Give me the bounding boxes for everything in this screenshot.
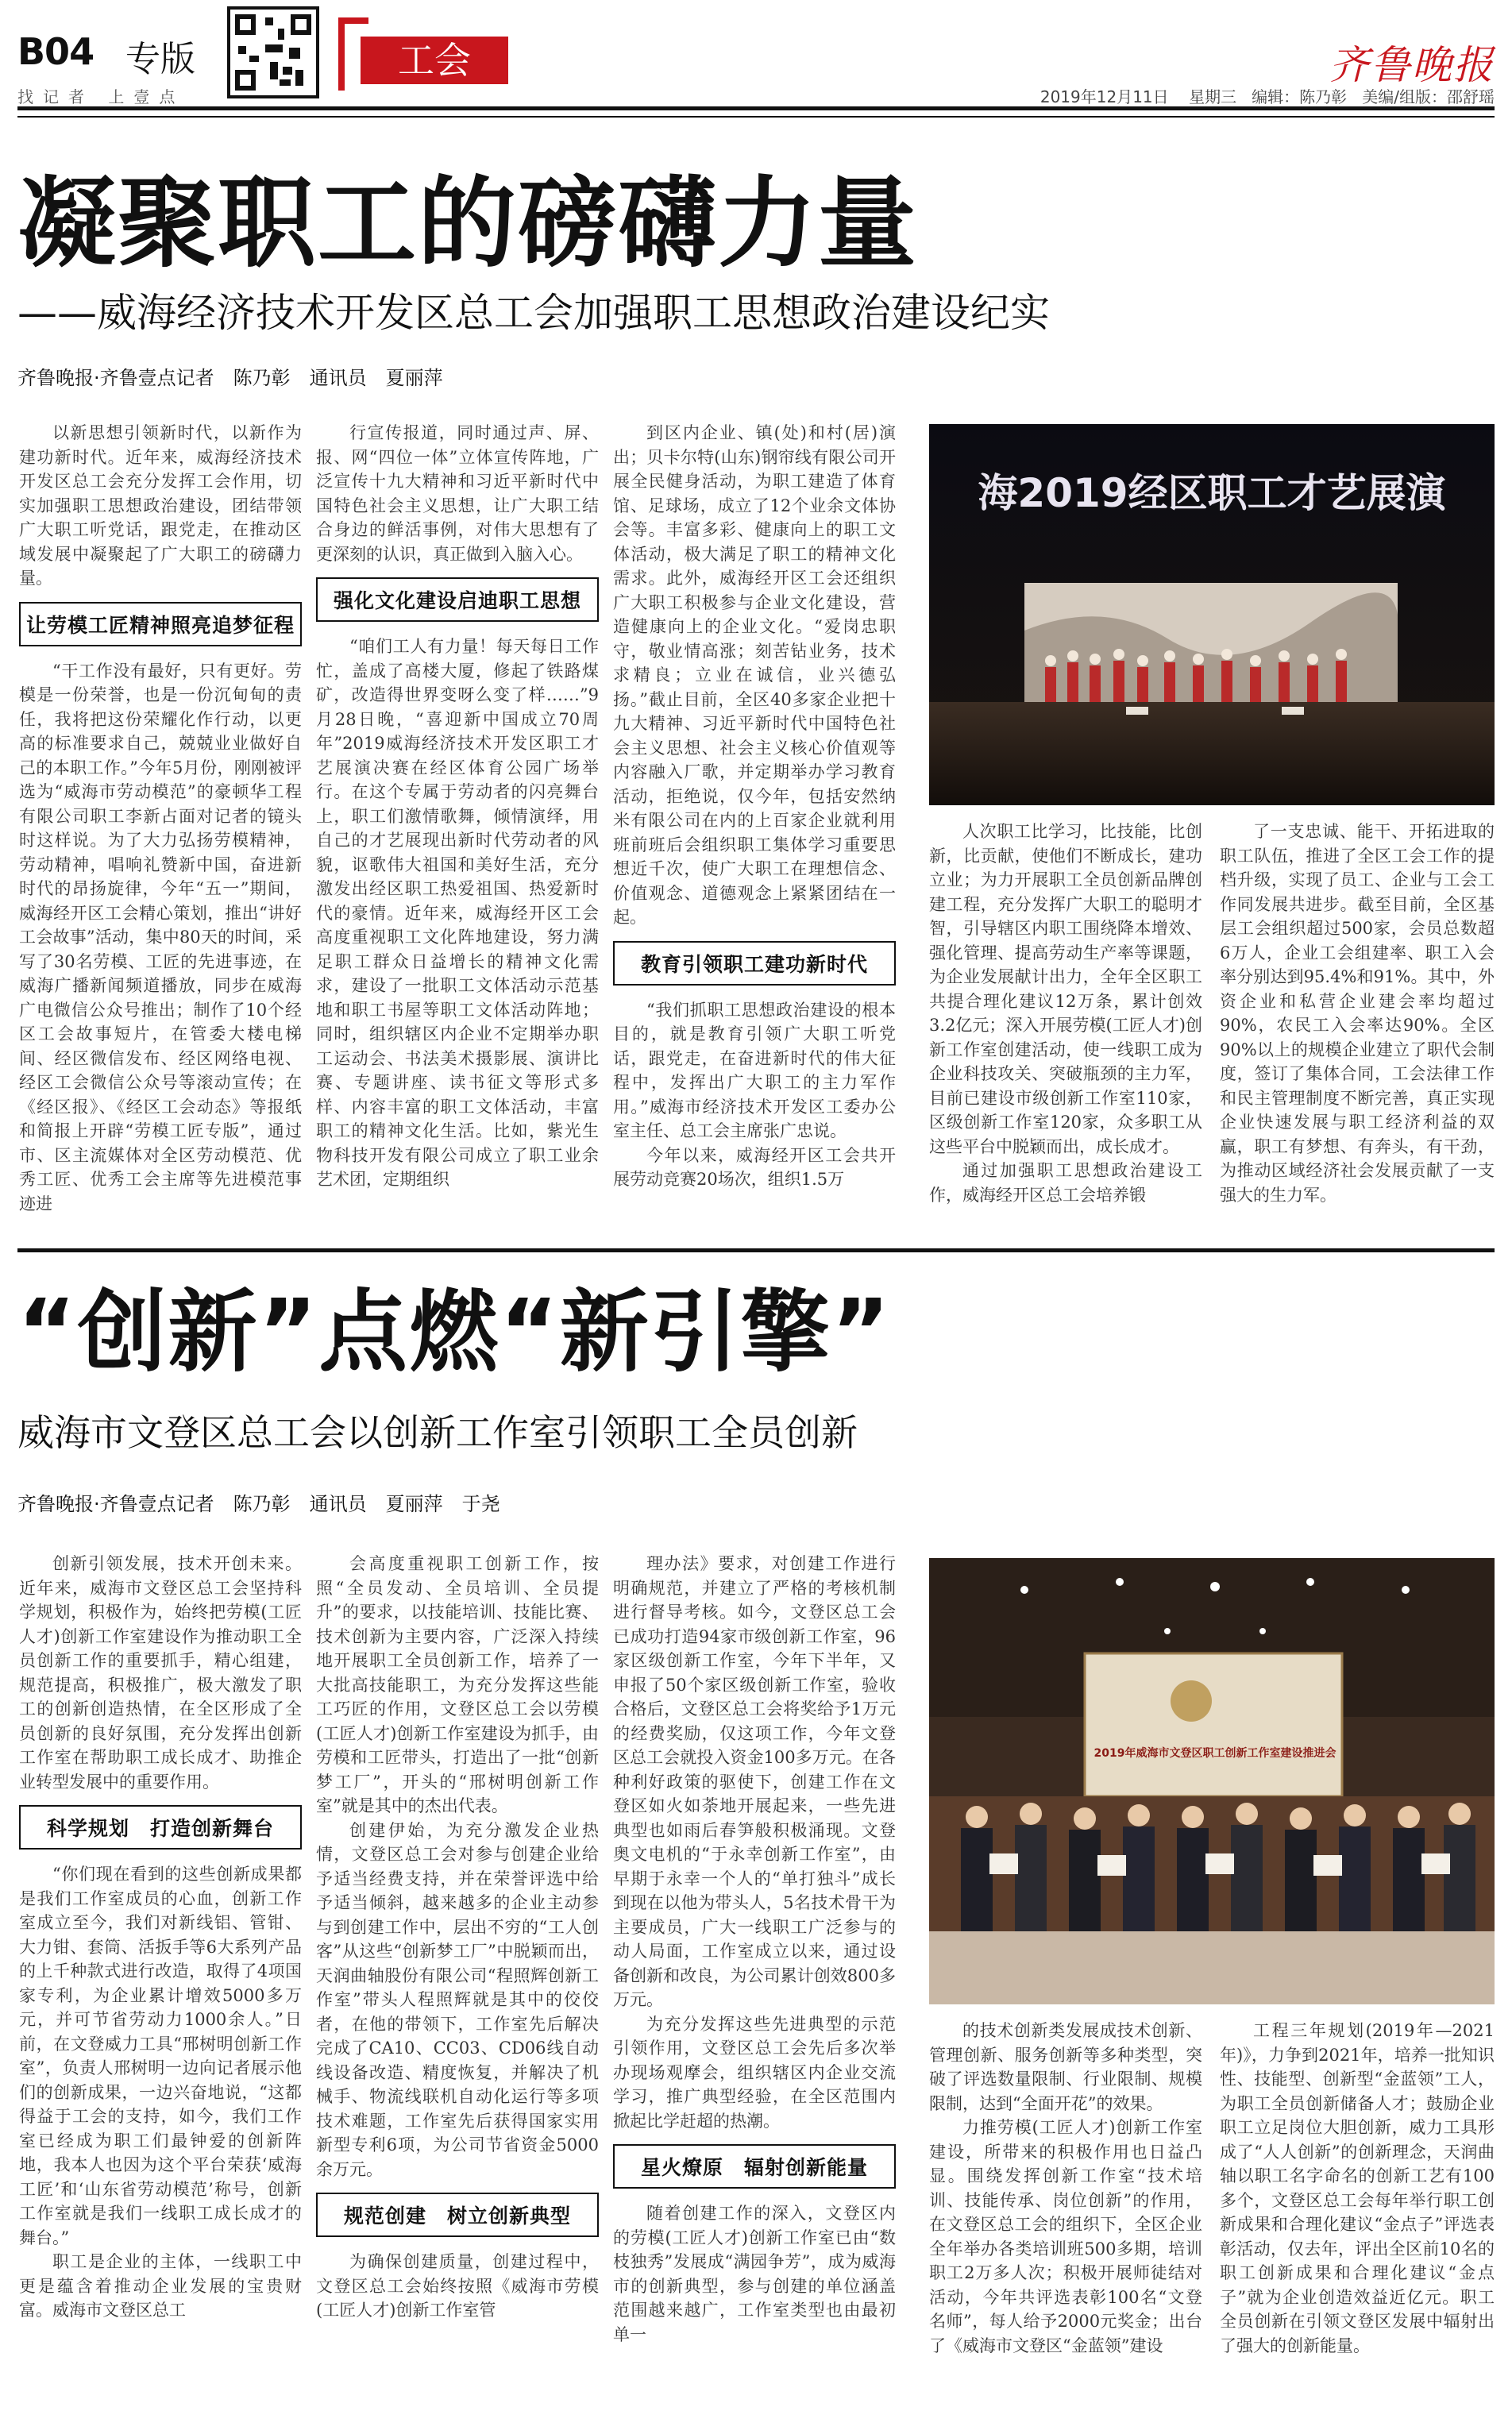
designer-credit: 美编/组版：邵舒瑶 — [1362, 87, 1495, 106]
section-heading: 强化文化建设启迪职工思想 — [316, 577, 599, 622]
newspaper-logo: 齐鲁晚报 — [1329, 42, 1495, 88]
paragraph: 为充分发挥这些先进典型的示范引领作用，文登区总工会先后多次举办现场观摩会，组织辖区内企业交流学习，推广典型经验，在全区范围内掀起比学赶超的热潮。 — [613, 2014, 896, 2131]
screen-caption: 2019年威海市文登区职工创新工作室建设推进会 — [1094, 1747, 1336, 1760]
paragraph: 行宣传报道，同时通过声、屏、报、网“四位一体”立体宣传阵地，广泛宣传十九大精神和习近平新时代中国特色社会主义思想，让广大职工结合身边的鲜活事例，对伟大思想有了更深刻的认识，真正做到入脑入心。 — [316, 423, 599, 564]
award-ceremony-photo — [929, 1558, 1495, 2004]
section-heading: 规范创建 树立创新典型 — [316, 2193, 599, 2237]
story2-column-5 — [1220, 2019, 1495, 2425]
section-label: 工会 — [361, 37, 508, 84]
section-heading: 教育引领职工建功新时代 — [613, 941, 896, 986]
story-separator — [17, 1248, 1495, 1252]
paragraph: “干工作没有最好，只有更好。劳模是一份荣誉，也是一份沉甸甸的责任，我将把这份荣耀化作行动，以更高的标准要求自己，兢兢业业做好自己的本职工作。”今年5月份，刚刚被评选为“威海市劳动模范”的豪顿华工程有限公司职工李新占面对记者的镜头时这样说。为了大力弘扬劳模精神，劳动精神，唱响礼赞新中国，奋进新时代的昂扬旋律，今年“五一”期间，威海经开区工会精心策划，推出“讲好工会故事”活动，集中80天的时间，采写了30名劳模、工匠的先进事迹，在威海广播新闻频道播放，同步在威海广电微信公众号推出；制作了10个经区工会故事短片，在管委大楼电梯间、经区微信发布、经区网络电视、经区工会微信公众号等滚动宣传；在《经区报》、《经区工会动态》等报纸和简报上开辟“劳模工匠专版”，通过市、区主流媒体对全区劳动模范、优秀工匠、优秀工会主席等先进模范事迹进 — [19, 661, 302, 1213]
story2-subhead: 威海市文登区总工会以创新工作室引领职工全员创新 — [17, 1411, 858, 1454]
section-tab — [338, 17, 508, 91]
story1-column-5 — [1220, 820, 1495, 1217]
page-number: B04 — [17, 30, 94, 73]
paragraph: “你们现在看到的这些创新成果都是我们工作室成员的心血，创新工作室成立至今，我们对新线铝、管钳、大力钳、套筒、活扳手等6大系列产品的上千种款式进行改造，取得了4项国家专利，为企业累计增效5000多万元，并可节省劳动力1000余人。”日前，在文登威力工具“邢树明创新工作室”，负责人邢树明一边向记者展示他们的创新成果，一边兴奋地说，“这都得益于工会的支持，如今，我们工作室已经成为职工们最钟爱的创新阵地，我本人也因为这个平台荣获‘威海工匠’和‘山东省劳动模范’称号，创新工作室就是我们一线职工成长成才的舞台。” — [19, 1865, 302, 2247]
paragraph: 理办法》要求，对创建工作进行明确规范，并建立了严格的考核机制进行督导考核。如今，文登区总工会已成功打造94家市级创新工作室，96家区级创新工作室，今年下半年，又申报了50个家区级创新工作室，验收合格后，文登区总工会将奖给予1万元的经费奖励，仅这项工作，今年文登区总工会就投入资金100多万元。在各种利好政策的驱使下，创建工作在文登区如火如荼地开展起来，一些先进典型也如雨后春笋般积极涌现。文登奥文电机的“于永幸创新工作室”，由早期于永幸一个人的“单打独斗”成长到现在以他为带头人，5名技术骨干为主要成员，广大一线职工广泛参与的动人局面，工作室成立以来，通过设备创新和改良，为公司累计创效800多万元。 — [613, 1554, 896, 2009]
paragraph: “咱们工人有力量！每天每日工作忙，盖成了高楼大厦，修起了铁路煤矿，改造得世界变呀么变了样……”9月28日晚，“喜迎新中国成立70周年”2019威海经济技术开发区职工才艺展演决赛在经区体育公园广场举行。在这个专属于劳动者的闪亮舞台上，职工们激情歌舞，倾情演绎，用自己的才艺展现出新时代劳动者的风貌，讴歌伟大祖国和美好生活，充分激发出经区职工热爱祖国、热爱新时代的豪情。近年来，威海经开区工会高度重视职工文化阵地建设，努力满足职工群众日益增长的精神文化需求，建设了一批职工文体活动示范基地和职工书屋等职工文体活动阵地；同时，组织辖区内企业不定期举办职工运动会、书法美术摄影展、演讲比赛、专题讲座、读书征文等形式多样、内容丰富的职工文体活动，丰富职工的精神文化生活。比如，紫光生物科技开发有限公司成立了职工业余艺术团，定期组织 — [316, 637, 599, 1189]
paragraph: 为确保创建质量，创建过程中，文登区总工会始终按照《威海市劳模(工匠人才)创新工作室管 — [316, 2252, 599, 2320]
paragraph: 会高度重视职工创新工作，按照“全员发动、全员培训、全员提升”的要求，以技能培训、技能比赛、技术创新为主要内容，广泛深入持续地开展职工全员创新工作，培养了一大批高技能职工，为充分发挥这些能工巧匠的作用，文登区总工会以劳模(工匠人才)创新工作室建设为抓手，由劳模和工匠带头，打造出了一批“创新梦工厂”，开头的“邢树明创新工作室”就是其中的杰出代表。 — [316, 1554, 599, 1815]
story1-headline: 凝聚职工的磅礴力量 — [17, 167, 919, 281]
paragraph: 的技术创新类发展成技术创新、管理创新、服务创新等多种类型，突破了评选数量限制、行业限制、规模限制，达到“全面开花”的效果。 — [929, 2021, 1202, 2113]
paragraph: 创建伊始，为充分激发企业热情，文登区总工会对参与创建企业给予适当经费支持，并在荣誉评选中给予适当倾斜，越来越多的企业主动参与到创建工作中，层出不穷的“工人创客”从这些“创新梦工厂”中脱颖而出，天润曲轴股份有限公司“程照辉创新工作室”带头人程照辉就是其中的佼佼者，在他的带领下，工作室先后解决完成了CA10、CC03、CD06线自动线设备改造、精度恢复，并解决了机械手、物流线联机自动化运行等多项技术难题，工作室先后获得国家实用新型专利6项，为公司节省资金5000余万元。 — [316, 1820, 599, 2179]
masthead-rule — [17, 106, 1495, 110]
qr-code-icon[interactable] — [227, 6, 319, 98]
issue-weekday: 星期三 — [1189, 87, 1237, 106]
story1-photo — [929, 424, 1495, 805]
paragraph: 力推劳模(工匠人才)创新工作室建设，所带来的积极作用也日益凸显。围绕发挥创新工作室“技术培训、技能传承、岗位创新”的作用，在文登区总工会的组织下，全区企业全年举办各类培训班500多期，培训职工2万多人次；积极开展师徒结对活动，今年共评选表彰100名“文登名师”，每人给予2000元奖金；出台了《威海市文登区“金蓝领”建设 — [929, 2118, 1202, 2355]
section-heading: 让劳模工匠精神照亮追梦征程 — [19, 602, 302, 646]
stage-banner-text: 海2019经区职工才艺展演 — [978, 470, 1446, 516]
paragraph: 到区内企业、镇(处)和村(居)演出；贝卡尔特(山东)钢帘线有限公司开展全民健身活动，为职工建造了体育馆、足球场，成立了12个业余文体协会等。丰富多彩、健康向上的职工文体活动，极大满足了职工的精神文化需求。此外，威海经开区工会还组织广大职工积极参与企业文化建设，营造健康向上的企业文化。“爱岗忠职守，敬业情高涨；刻苦钻业务，技术求精良；立业在诚信，业兴德弘扬。”截止目前，全区40多家企业把十九大精神、习近平新时代中国特色社会主义思想、社会主义核心价值观等内容融入厂歌，并定期举办学习教育活动，拒绝说，仅今年，包括安然纳米有限公司在内的上百家企业就利用班前班后会组织职工集体学习重要思想近千次，使广大职工在理想信念、价值观念、道德观念上紧紧团结在一起。 — [613, 423, 896, 927]
issue-date: 2019年12月11日 — [1040, 87, 1169, 106]
story2-photo — [929, 1558, 1495, 2004]
stage-performance-photo — [929, 424, 1495, 805]
story1-column-4 — [929, 820, 1202, 1217]
paragraph: 随着创建工作的深入，文登区内的劳模(工匠人才)创新工作室已由“数枝独秀”发展成“满园争芳”，成为威海市的创新典型，参与创建的单位涵盖范围越来越广，工作室类型也由最初单一 — [613, 2204, 896, 2344]
story2-column-1 — [19, 1552, 302, 2425]
paragraph: 今年以来，威海经开区工会共开展劳动竞赛20场次，组织1.5万 — [613, 1145, 896, 1189]
story2-byline: 齐鲁晚报·齐鲁壹点记者 陈乃彰 通讯员 夏丽萍 于尧 — [17, 1493, 500, 1515]
story1-byline: 齐鲁晚报·齐鲁壹点记者 陈乃彰 通讯员 夏丽萍 — [17, 367, 443, 389]
slogan: 找记者 上壹点 — [17, 87, 185, 106]
story2-column-2 — [316, 1552, 599, 2425]
paragraph: 通过加强职工思想政治建设工作，威海经开区总工会培养锻 — [929, 1161, 1202, 1205]
story2-column-4 — [929, 2019, 1202, 2425]
story2-column-3 — [613, 1552, 896, 2425]
paragraph: 工程三年规划(2019年—2021年)》，力争到2021年，培养一批知识性、技能型、创新型“金蓝领”工人，为职工全员创新储备人才；鼓励企业职工立足岗位大胆创新，威力工具形成了“人人创新”的创新理念，天润曲轴以职工名字命名的创新工艺有100多个，文登区总工会每年举行职工创新成果和合理化建议“金点子”评选表彰活动，仅去年，评出全区前10名的职工创新成果和合理化建议“金点子”就为企业创造效益近亿元。职工全员创新在引领文登区发展中辐射出了强大的创新能量。 — [1220, 2021, 1495, 2355]
story1-subhead: ——威海经济技术开发区总工会加强职工思想政治建设纪实 — [17, 290, 1050, 336]
story1-column-1 — [19, 421, 302, 1217]
story2-headline: “创新”点燃“新引擎” — [17, 1281, 892, 1384]
paragraph: 创新引领发展，技术开创未来。近年来，威海市文登区总工会坚持科学规划，积极作为，始终把劳模(工匠人才)创新工作室建设作为推动职工全员创新工作的重要抓手，精心组建，规范提高，积极推广，极大激发了职工的创新创造热情，在全区形成了全员创新的良好氛围，充分发挥出创新工作室在帮助职工成长成才、助推企业转型发展中的重要作用。 — [19, 1554, 302, 1792]
paragraph: 职工是企业的主体，一线职工中更是蕴含着推动企业发展的宝贵财富。威海市文登区总工 — [19, 2252, 302, 2320]
section-heading: 星火燎原 辐射创新能量 — [613, 2144, 896, 2189]
story1-column-3 — [613, 421, 896, 1217]
editor-credit: 编辑：陈乃彰 — [1252, 87, 1348, 106]
story1-column-2 — [316, 421, 599, 1217]
paragraph: 以新思想引领新时代，以新作为建功新时代。近年来，威海经济技术开发区总工会充分发挥工会作用，切实加强职工思想政治建设，团结带领广大职工听党话，跟党走，在推动区域发展中凝聚起了广大职工的磅礴力量。 — [19, 423, 302, 588]
masthead-rule-thin — [17, 116, 1495, 118]
paragraph: 了一支忠诚、能干、开拓进取的职工队伍，推进了全区工会工作的提档升级，实现了员工、企业与工会工作同发展共进步。截至目前，全区基层工会组织超过500家，会员总数超6万人，企业工会组建率、职工入会率分别达到95.4%和91%。其中，外资企业和私营企业建会率均超过90%，农民工入会率达90%。全区90%以上的规模企业建立了职代会制度，签订了集体合同，工会法律工作和民主管理制度不断完善，真正实现企业快速发展与职工经济利益的双赢，职工有梦想、有奔头，有干劲，为推动区域经济社会发展贡献了一支强大的生力军。 — [1220, 822, 1495, 1205]
edition-info — [1040, 84, 1495, 107]
section-heading: 科学规划 打造创新舞台 — [19, 1805, 302, 1850]
paragraph: 人次职工比学习，比技能，比创新，比贡献，使他们不断成长，建功立业；为力开展职工全员创新品牌创建工程，充分发挥广大职工的聪明才智，引导辖区内职工围绕降本增效、强化管理、提高劳动生产率等课题，为企业发展献计出力，全年全区职工共提合理化建议12万条，累计创效3.2亿元；深入开展劳模(工匠人才)创新工作室创建活动，使一线职工成为企业科技攻关、突破瓶颈的主力军，目前已建设市级创新工作室110家，区级创新工作室120家，众多职工从这些平台中脱颖而出，成长成才。 — [929, 822, 1202, 1156]
paragraph: “我们抓职工思想政治建设的根本目的，就是教育引领广大职工听党话，跟党走，在奋进新时代的伟大征程中，发挥出广大职工的主力军作用。”威海市经济技术开发区工委办公室主任、总工会主席张广忠说。 — [613, 1000, 896, 1140]
edition-label: 专版 — [125, 39, 195, 79]
